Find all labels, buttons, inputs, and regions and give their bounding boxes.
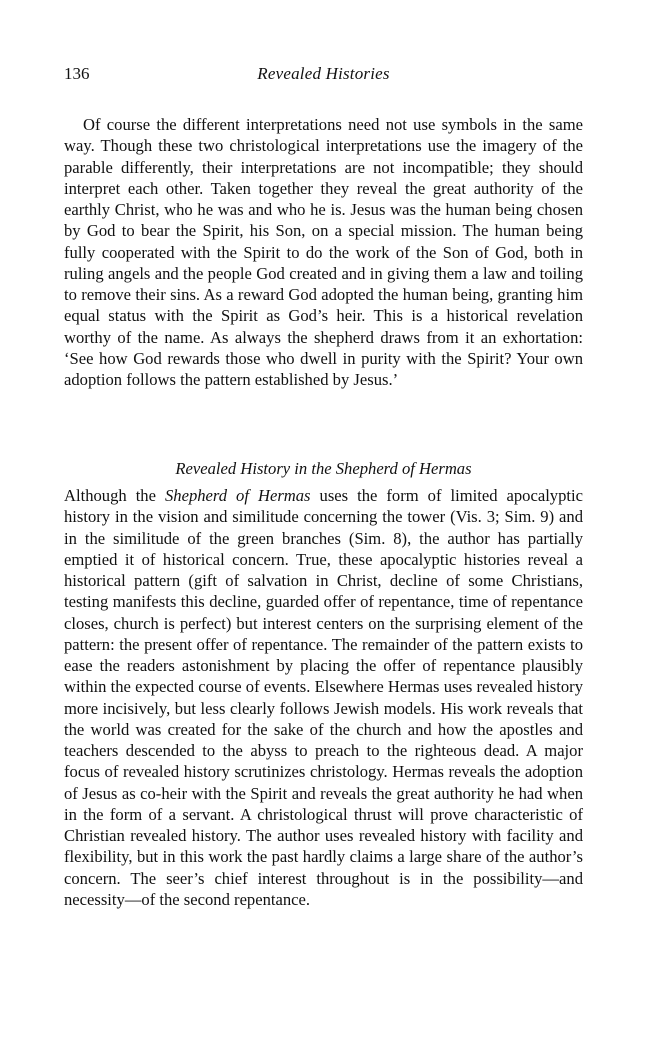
body-paragraph xyxy=(64,485,583,910)
body-paragraph: Of course the different interpretations need not use symbols in the same way. Though these two christological interpretations use the imagery of the parable differently, their interpretations are not incompatible; they should interpret each other. Taken together they reveal the great authority of the earthly Christ, who he was and who he is. Jesus was the human being chosen by God to bear the Spirit, his Son, on a special mission. The human being fully cooperated with the Spirit to do the work of the Son of God, both in ruling angels and the people God created and in giving them a law and toiling to remove their sins. As a reward God adopted the human being, granting him equal status with the Spirit as God’s heir. This is a historical revelation worthy of the name. As always the shepherd draws from it an exhortation: ‘See how God rewards those who dwell in purity with the Spirit? Your own adoption follows the pattern established by Jesus.’ xyxy=(64,115,583,389)
paragraph-text: uses the form of limited apocalyptic history in the vision and similitude concerning the tower (Vis. 3; Sim. 9) and in the similitude of the green branches (Sim. 8), the author has partially emptied it of historical concern. True, these apocalyptic histories reveal a historical pattern (gift of salvation in Christ, decline of some Christians, testing manifests this decline, guarded offer of repentance, time of repentance closes, church is perfect) but interest centers on the surprising element of the pattern: the present offer of repentance. The remainder of the pattern exists to ease the readers astonishment by placing the offer of repentance plausibly within the expected course of events. Elsewhere Hermas uses revealed history more incisively, but less clearly follows Jewish models. His work reveals that the world was created for the sake of the church and how the apostles and teachers descended to the abyss to preach to the righteous dead. A major focus of revealed history scrutinizes christology. Hermas reveals the adoption of Jesus as co-heir with the Spirit and reveals the great authority he had when in the form of a servant. A christological thrust will prove characteristic of Christian revealed history. The author uses revealed history with facility and flexibility, but in this work the past hardly claims a large share of the author’s concern. The seer’s chief interest throughout is in the possibility—and necessity—of the second repentance. xyxy=(64,486,583,909)
running-head: Revealed Histories xyxy=(257,64,390,83)
paragraph-text: Although the xyxy=(64,486,165,505)
section-heading: Revealed History in the Shepherd of Hermas xyxy=(175,459,472,478)
page-number: 136 xyxy=(64,64,90,83)
book-title: Shepherd of Hermas xyxy=(164,486,311,505)
page-header xyxy=(64,64,583,88)
